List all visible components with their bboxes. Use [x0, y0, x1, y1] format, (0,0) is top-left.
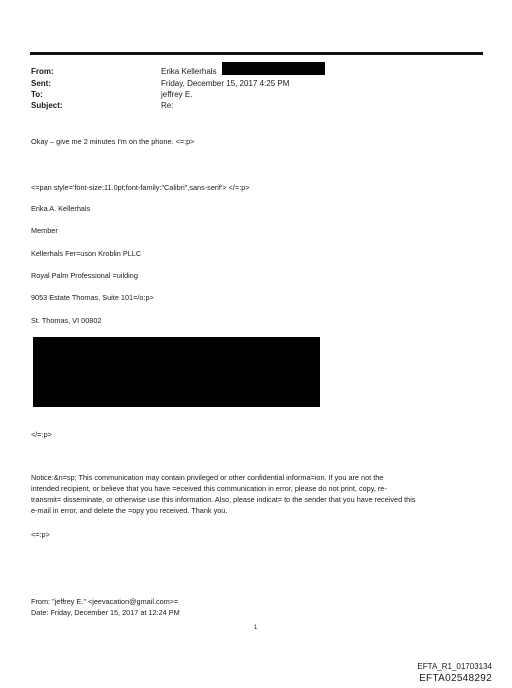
message-line: Okay – give me 2 minutes I'm on the phone. <=:p> — [31, 137, 195, 146]
signature-building: Royal Palm Professional =uilding — [31, 271, 138, 280]
to-value: jeffrey E. — [161, 90, 193, 99]
quoted-date-line: Date: Friday, December 15, 2017 at 12:24 PM — [31, 608, 180, 617]
from-value: Erika Kellerhals — [161, 67, 217, 76]
sent-value: Friday, December 15, 2017 4:25 PM — [161, 79, 290, 88]
signature-address: 9053 Estate Thomas, Suite 101=/o:p> — [31, 293, 154, 302]
html-artifact-line: <=pan style='font-size:11.0pt;font-family:"Calibri",sans-serif'> </=:p> — [31, 183, 250, 192]
redaction-email — [222, 62, 325, 75]
signature-name: Erika A. Kellerhals — [31, 204, 91, 213]
closing-tag-line: </=:p> — [31, 430, 52, 439]
subject-value: Re: — [161, 101, 174, 110]
subject-label: Subject: — [31, 101, 63, 110]
header-rule — [30, 52, 483, 55]
sent-label: Sent: — [31, 79, 51, 88]
notice-line: transmit= disseminate, or otherwise use this information. Also, please indicat= to the sender that you have received this — [31, 495, 416, 504]
bates-number-small: EFTA_R1_01703134 — [417, 662, 492, 671]
page-number: 1 — [254, 625, 258, 631]
notice-line: Notice:&n=sp; This communication may contain privileged or other confidential informa=ion. If you are not the — [31, 473, 384, 482]
notice-line: intended recipient, or believe that you have =eceived this communication in error, please do not print, copy, re- — [31, 484, 387, 493]
signature-firm: Kellerhals Fer=uson Kroblin PLLC — [31, 249, 142, 258]
redaction-block — [33, 337, 320, 407]
bates-number-large: EFTA02548292 — [419, 673, 492, 684]
quoted-from-line: From: "jeffrey E." <jeevacation@gmail.com>= — [31, 597, 179, 606]
from-label: From: — [31, 67, 54, 76]
confidentiality-notice — [31, 472, 481, 516]
signature-city: St. Thomas, VI 00802 — [31, 316, 102, 325]
signature-title: Member — [31, 226, 58, 235]
notice-tail: <=:p> — [31, 530, 50, 539]
notice-line: e-mail in error, and delete the =opy you received. Thank you. — [31, 506, 228, 515]
to-label: To: — [31, 90, 43, 99]
